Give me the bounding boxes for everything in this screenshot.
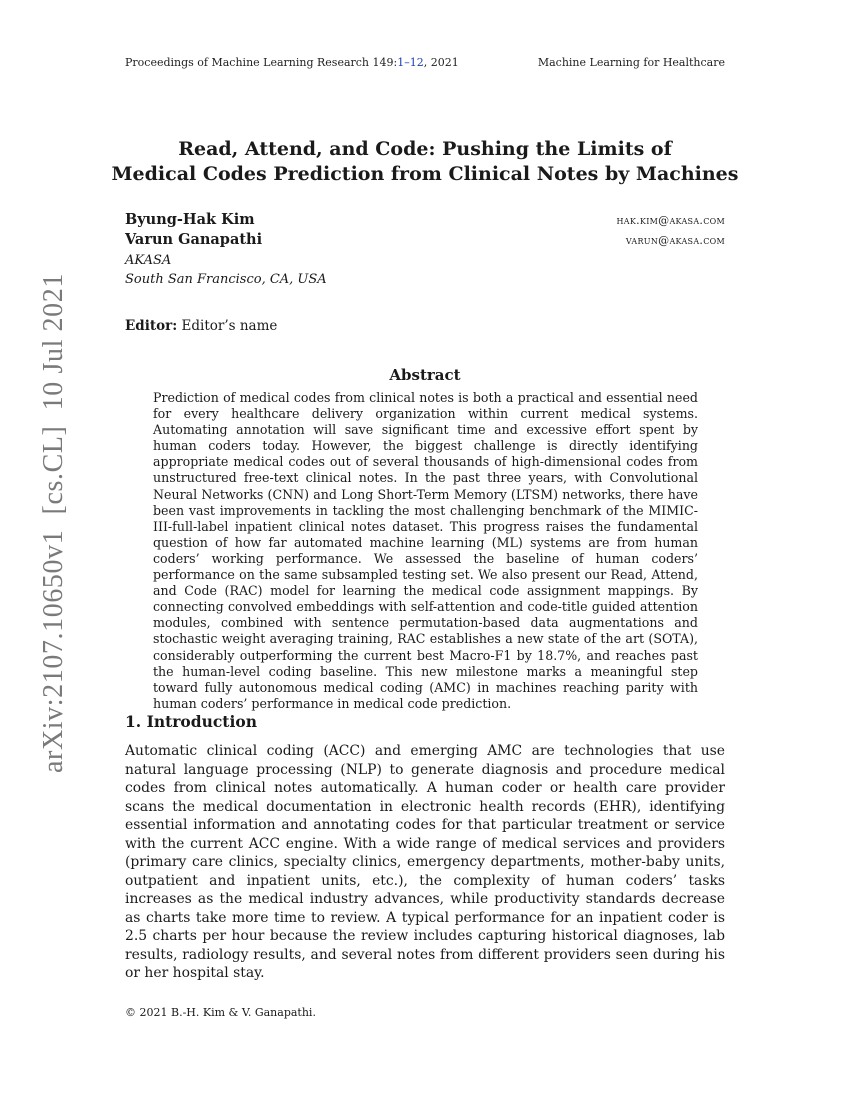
author-block <box>125 211 725 289</box>
author-name: Byung-Hak Kim <box>125 211 255 228</box>
title-line: Medical Codes Prediction from Clinical Notes by Machines <box>111 163 739 185</box>
abstract-text: Prediction of medical codes from clinical notes is both a practical and essential need for every healthcare delivery organization within current medical systems. Automating annotation will save significant time and excessive effort spent by human coders today. However, the biggest challenge is directly identifying appropriate medical codes out of several thousands of high-dimensional codes from unstructured free-text clinical notes. In the past three years, with Convolutional Neural Networks (CNN) and Long Short-Term Memory (LTSM) networks, there have been vast improvements in tackling the most challenging benchmark of the MIMIC-III-full-label inpatient clinical notes dataset. This progress raises the fundamental question of how far automated machine learning (ML) systems are from human coders’ working performance. We assessed the baseline of human coders’ performance on the same subsampled testing set. We also present our Read, Attend, and Code (RAC) model for learning the medical code assignment mappings. By connecting convolved embeddings with self-attention and code-title guided attention modules, combined with sentence permutation-based data augmentations and stochastic weight averaging training, RAC establishes a new state of the art (SOTA), considerably outperforming the current best Macro-F1 by 18.7%, and reaches past the human-level coding baseline. This new milestone marks a meaningful step toward fully autonomous medical coding (AMC) in machines reaching parity with human coders’ performance in medical code prediction. <box>153 390 698 711</box>
affiliation-org: AKASA <box>125 253 172 268</box>
paper-title <box>100 137 750 187</box>
abstract-heading: Abstract <box>389 366 461 384</box>
copyright-footer: © 2021 B.-H. Kim & V. Ganapathi. <box>125 1006 316 1019</box>
editor-line <box>125 318 277 334</box>
editor-label: Editor: <box>125 318 178 334</box>
venue-track: Machine Learning for Healthcare <box>537 56 725 69</box>
editor-value: Editor’s name <box>181 318 278 334</box>
arxiv-identifier-stamp: arXiv:2107.10650v1 [cs.CL] 10 Jul 2021 <box>38 273 69 773</box>
author-name: Varun Ganapathi <box>125 231 263 248</box>
page-range-link[interactable]: 1–12 <box>397 56 424 69</box>
author-email[interactable]: hak.kim@akasa.com <box>616 214 725 227</box>
affiliation-location: South San Francisco, CA, USA <box>125 272 327 287</box>
title-line: Read, Attend, and Code: Pushing the Limits of <box>178 138 672 160</box>
author-row <box>125 211 725 231</box>
author-row <box>125 231 725 251</box>
author-email[interactable]: varun@akasa.com <box>625 234 725 247</box>
venue-line: Proceedings of Machine Learning Research 149:1–12, 2021 <box>125 56 459 69</box>
running-header <box>125 56 725 69</box>
introduction-heading: 1. Introduction <box>125 712 257 731</box>
introduction-text: Automatic clinical coding (ACC) and emerging AMC are technologies that use natural language processing (NLP) to generate diagnosis and procedure medical codes from clinical notes automatically. A human coder or health care provider scans the medical documentation in electronic health records (EHR), identifying essential information and annotating codes for that particular treatment or service with the current ACC engine. With a wide range of medical services and providers (primary care clinics, specialty clinics, emergency departments, mother-baby units, outpatient and inpatient units, etc.), the complexity of human coders’ tasks increases as the medical industry advances, while productivity standards decrease as charts take more time to review. A typical performance for an inpatient coder is 2.5 charts per hour because the review includes capturing historical diagnoses, lab results, radiology results, and several notes from different providers seen during his or her hospital stay. <box>125 743 725 981</box>
